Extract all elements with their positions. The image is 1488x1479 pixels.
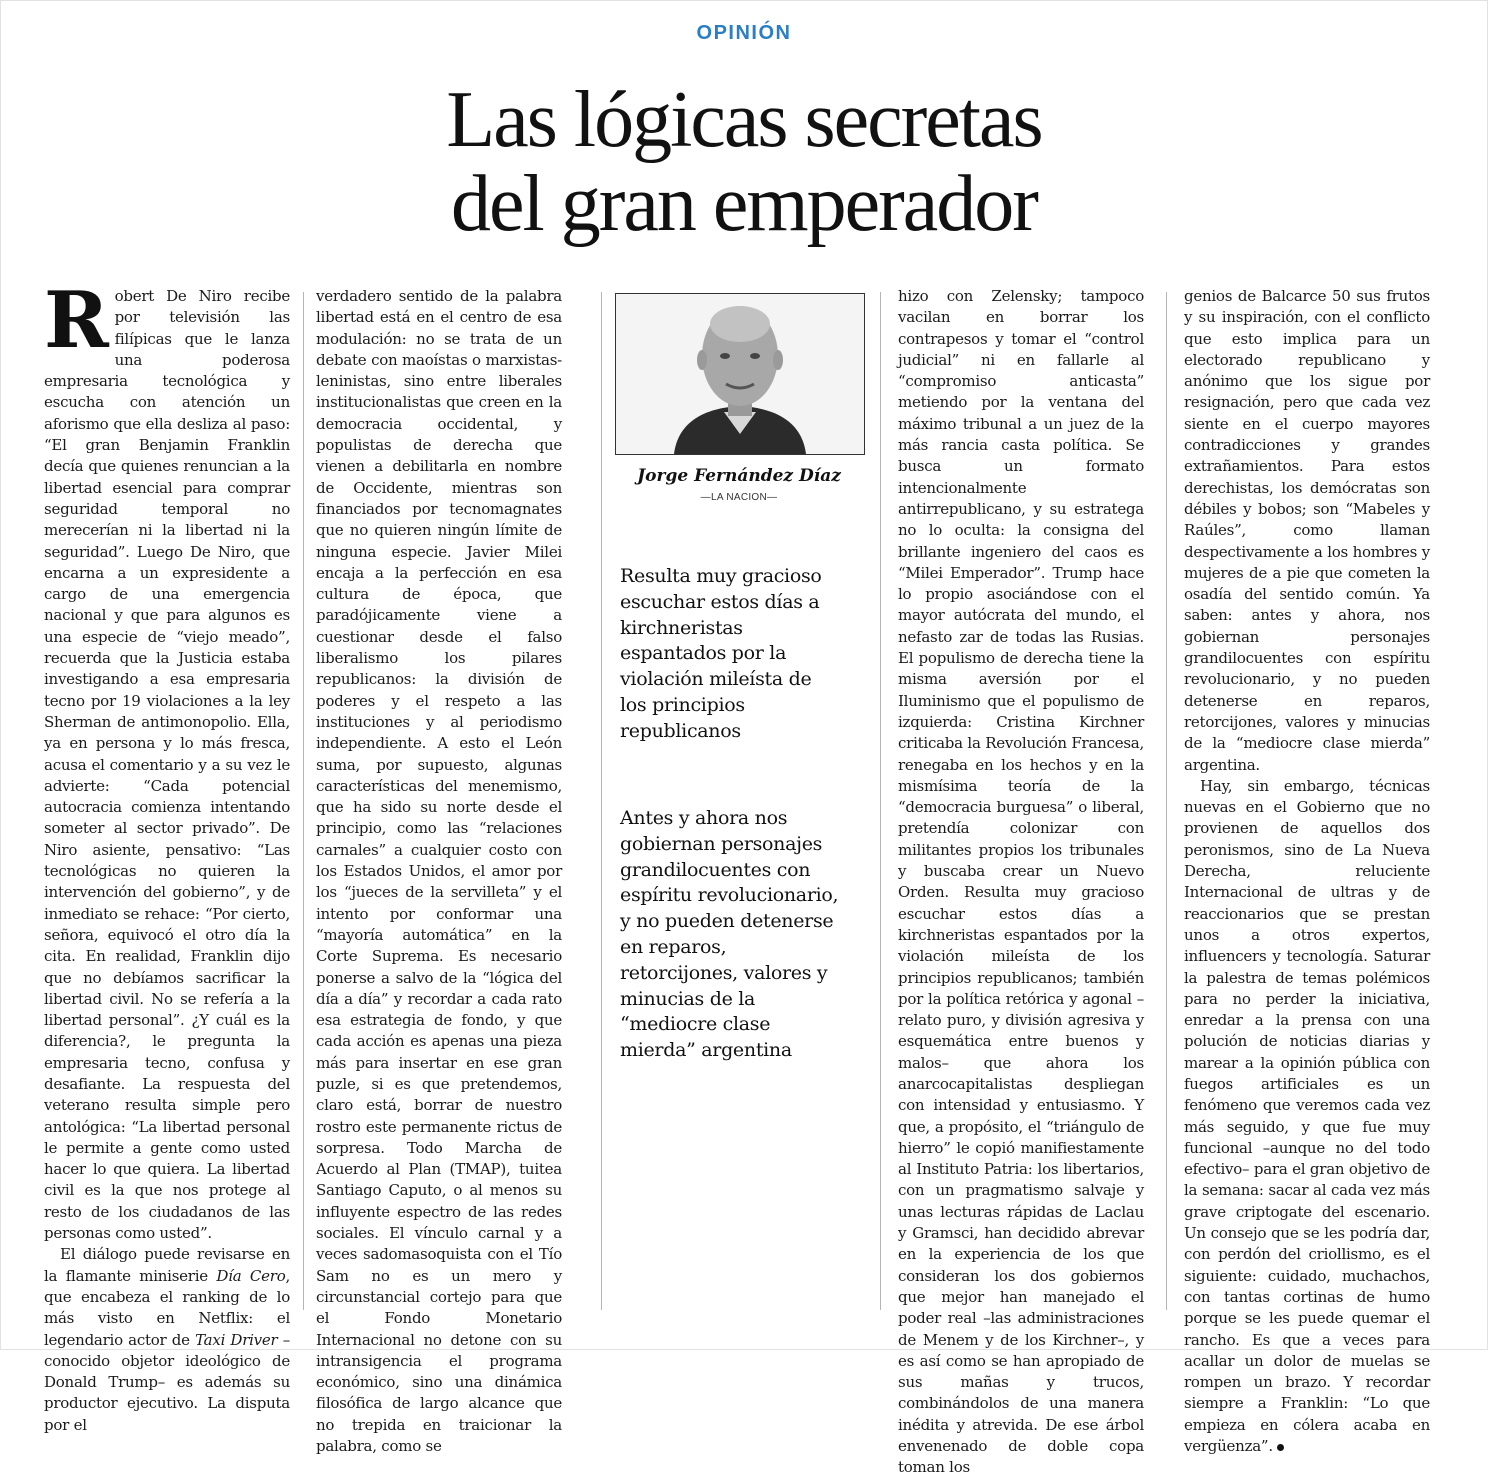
headline [244, 78, 1244, 246]
series-title: Día Cero [216, 1266, 286, 1285]
article-column-3 [898, 286, 1144, 1477]
article-paragraph [44, 1244, 290, 1436]
section-label: OPINIÓN [696, 22, 792, 44]
paragraph-text: , que encabeza el ranking de lo más visto en Netflix: el legendario actor de [44, 1266, 291, 1349]
drop-cap: R [44, 275, 109, 366]
author-outlet: —LA NACION— [700, 492, 778, 503]
film-title: Taxi Driver [195, 1330, 278, 1349]
article-paragraph: hizo con Zelensky; tampoco vacilan en borrar los contrapesos y tomar el “control judicial” ni en fallarle al “compromiso anticasta” metiendo por la ventana del máximo tribunal a un juez de la más rancia casta política. Se busca un formato intencionalmente antirrepublicano, y su estratega no lo oculta: la consigna del brillante ingeniero del caos es “Milei Emperador”. Trump hace lo propio asociándose con el mayor autócrata del mundo, el nefasto zar de todas las Rusias. El populismo de derecha tiene la misma aversión por el Iluminismo que el populismo de izquierda: Cristina Kirchner criticaba la Revolución Francesa, renegaba en los hechos y en la mismísima teoría de la “democracia burguesa” o liberal, pretendía colonizar con militantes propios los tribunales y buscaba crear un Nuevo Orden. Resulta muy gracioso escuchar estos días a kirchneristas espantados por la violación mileísta de los principios republicanos; también por la política retórica y agonal –relato puro, y división agresiva y esquemática entre buenos y malos– que ahora los anarcocapitalistas despliegan con intensidad y entusiasmo. Y que, a propósito, el “triángulo de hierro” le copió manifiestamente al Instituto Patria: los libertarios, con un pragmatismo salvaje y unas lecturas rápidas de Laclau y Gramsci, han decidido abrevar en la experiencia de los que consideran los dos gobiernos que mejor han manejado el poder real –las administraciones de Menem y de los Kirchner–, y es así como se han apropiado de sus mañas y trucos, combinándolos de una manera inédita y atrevida. De ese árbol envenenado de doble copa toman los [898, 287, 1144, 1477]
paragraph-text: –conocido objetor ideológico de Donald Trump– es además su productor ejecutivo. La disputa por el [44, 1330, 290, 1434]
article-column-4 [1184, 286, 1430, 1456]
headline-line-2: del gran emperador [451, 160, 1037, 248]
author-photo [615, 293, 865, 455]
column-divider [303, 292, 304, 1310]
paragraph-text: El diálogo puede revisarse en la flamante miniserie [44, 1245, 290, 1285]
article-paragraph [44, 275, 290, 1244]
column-divider [601, 292, 602, 1310]
column-divider [1166, 292, 1167, 1310]
article-paragraph [1184, 776, 1430, 1458]
headline-line-1: Las lógicas secretas [446, 76, 1042, 164]
pull-quote-1: Resulta muy gracioso escuchar estos días a kirchneristas espantados por la violación mileísta de los principios republicanos [620, 565, 822, 742]
pull-quote-2: Antes y ahora nos gobiernan personajes grandilocuentes con espíritu revolucionario, y no pueden detenerse en reparos, retorcijones, valores y minucias de la “mediocre clase mierda” argentina [620, 807, 839, 1062]
article-paragraph: verdadero sentido de la palabra libertad está en el centro de esa modulación: no se trata de un debate con maoístas o marxistas-leninistas, sino entre liberales institucionalistas que creen en la democracia occidental, y populistas de derecha que vienen a debilitarla en nombre de Occidente, mientras son financiados por tecnomagnates que no quieren ningún límite de ninguna especie. Javier Milei encaja a la perfección en esa cultura de época, que paradójicamente viene a cuestionar desde el falso liberalismo los pilares republicanos: la división de poderes y el respeto a las instituciones y al periodismo independiente. A esto el León suma, por supuesto, algunas características del menemismo, que ha sido su norte desde el principio, como las “relaciones carnales” a cualquier costo con los Estados Unidos, el amor por los “jueces de la servilleta” y el intento por conformar una “mayoría automática” en la Corte Suprema. Es necesario ponerse a salvo de la “lógica del día a día” y recordar a cada rato esa estrategia de fondo, y que cada acción es apenas una pieza más para insertar en ese gran puzle, si es que pretendemos, claro está, borrar de nuestro rostro este permanente rictus de sorpresa. Todo Marcha de Acuerdo al Plan (TMAP), tuitea Santiago Caputo, o al menos su influyente espectro de las redes sociales. El vínculo carnal y a veces sadomasoquista con el Tío Sam no es un mero y circunstancial cortejo para que el Fondo Monetario Internacional no detone con su intransigencia el programa económico, sino una dinámica filosófica de largo alcance que no trepida en traicionar la palabra, como se [316, 287, 562, 1456]
author-name: Jorge Fernández Díaz [637, 466, 841, 486]
paragraph-text: Hay, sin embargo, técnicas nuevas en el Gobierno que no provienen de aquellos dos peronismos, sino de La Nueva Derecha, reluciente Internacional de ultras y de reaccionarios que se prestan unos a otros expertos, influencers y tecnología. Saturar la palestra de temas polémicos para no perder la iniciativa, enredar a la prensa con una polución de noticias diarias y marear a la opinión pública con fuegos artificiales es un fenómeno que veremos cada vez más seguido, y que fue muy funcional –aunque no del todo efectivo– para el gran objetivo de la semana: sacar al cada vez más grave criptogate del escenario. Un consejo que se les podría dar, con perdón del criollismo, es el siguiente: cuidado, muchachos, con tantas cortinas de humo porque se les puede quemar el rancho. Es que a veces para acallar un dolor de muelas se rompen un brazo. Y recordar siempre a Franklin: “Lo que empieza en cólera acaba en vergüenza”. [1184, 776, 1430, 1456]
paragraph-text: obert De Niro recibe por televisión las filípicas que le lanza una poderosa empresaria tecnológica y escucha con atención un aforismo que ella desliza al paso: “El gran Benjamin Franklin decía que quienes renuncian a la libertad esencial para comprar seguridad temporal no merecerían ni la libertad ni la seguridad”. Luego De Niro, que encarna a un expresidente a cargo de una emergencia nacional y que para algunos es una especie de “viejo meado”, recuerda que la Justicia estaba investigando a esa empresaria tecno por 19 violaciones a la ley Sherman de antimonopolio. Ella, ya en persona y lo más fresca, acusa el comentario y a su vez le advierte: “Cada potencial autocracia comienza intentando someter al sector privado”. De Niro asiente, pensativo: “Las tecnológicas no quieren la intervención del gobierno”, y de inmediato se rehace: “Por cierto, señora, equivocó el otro día la cita. En realidad, Franklin dijo que no debíamos sacrificar la libertad civil. No se refería a la libertad personal”. ¿Y cuál es la diferencia?, le pregunta la empresaria tecno, confusa y desafiante. La respuesta del veterano resulta simple pero antológica: “La libertad personal le permite a gente como usted hacer lo que quiera. La libertad civil es la que nos protege al resto de los ciudadanos de las personas como usted”. [44, 287, 290, 1243]
end-mark-icon [1277, 1444, 1284, 1451]
author-portrait-icon [616, 294, 864, 454]
column-divider [880, 292, 881, 1310]
article-column-1 [44, 275, 291, 1434]
article-paragraph: genios de Balcarce 50 sus frutos y su inspiración, con el conflicto que esto implica para un electorado republicano y anónimo que los sigue por resignación, pero que cada vez siente en el cuerpo mayores contradicciones y grandes extrañamientos. Para estos derechistas, los demócratas son débiles y bobos; son “Mabeles y Raúles”, como llaman despectivamente a los hombres y mujeres de a pie que cometen la osadía del sentido común. Ya saben: antes y ahora, nos gobiernan personajes grandilocuentes con espíritu revolucionario, y no pueden detenerse en reparos, retorcijones, valores y minucias de la “mediocre clase mierda” argentina. [1184, 287, 1430, 774]
article-column-2 [316, 286, 562, 1456]
